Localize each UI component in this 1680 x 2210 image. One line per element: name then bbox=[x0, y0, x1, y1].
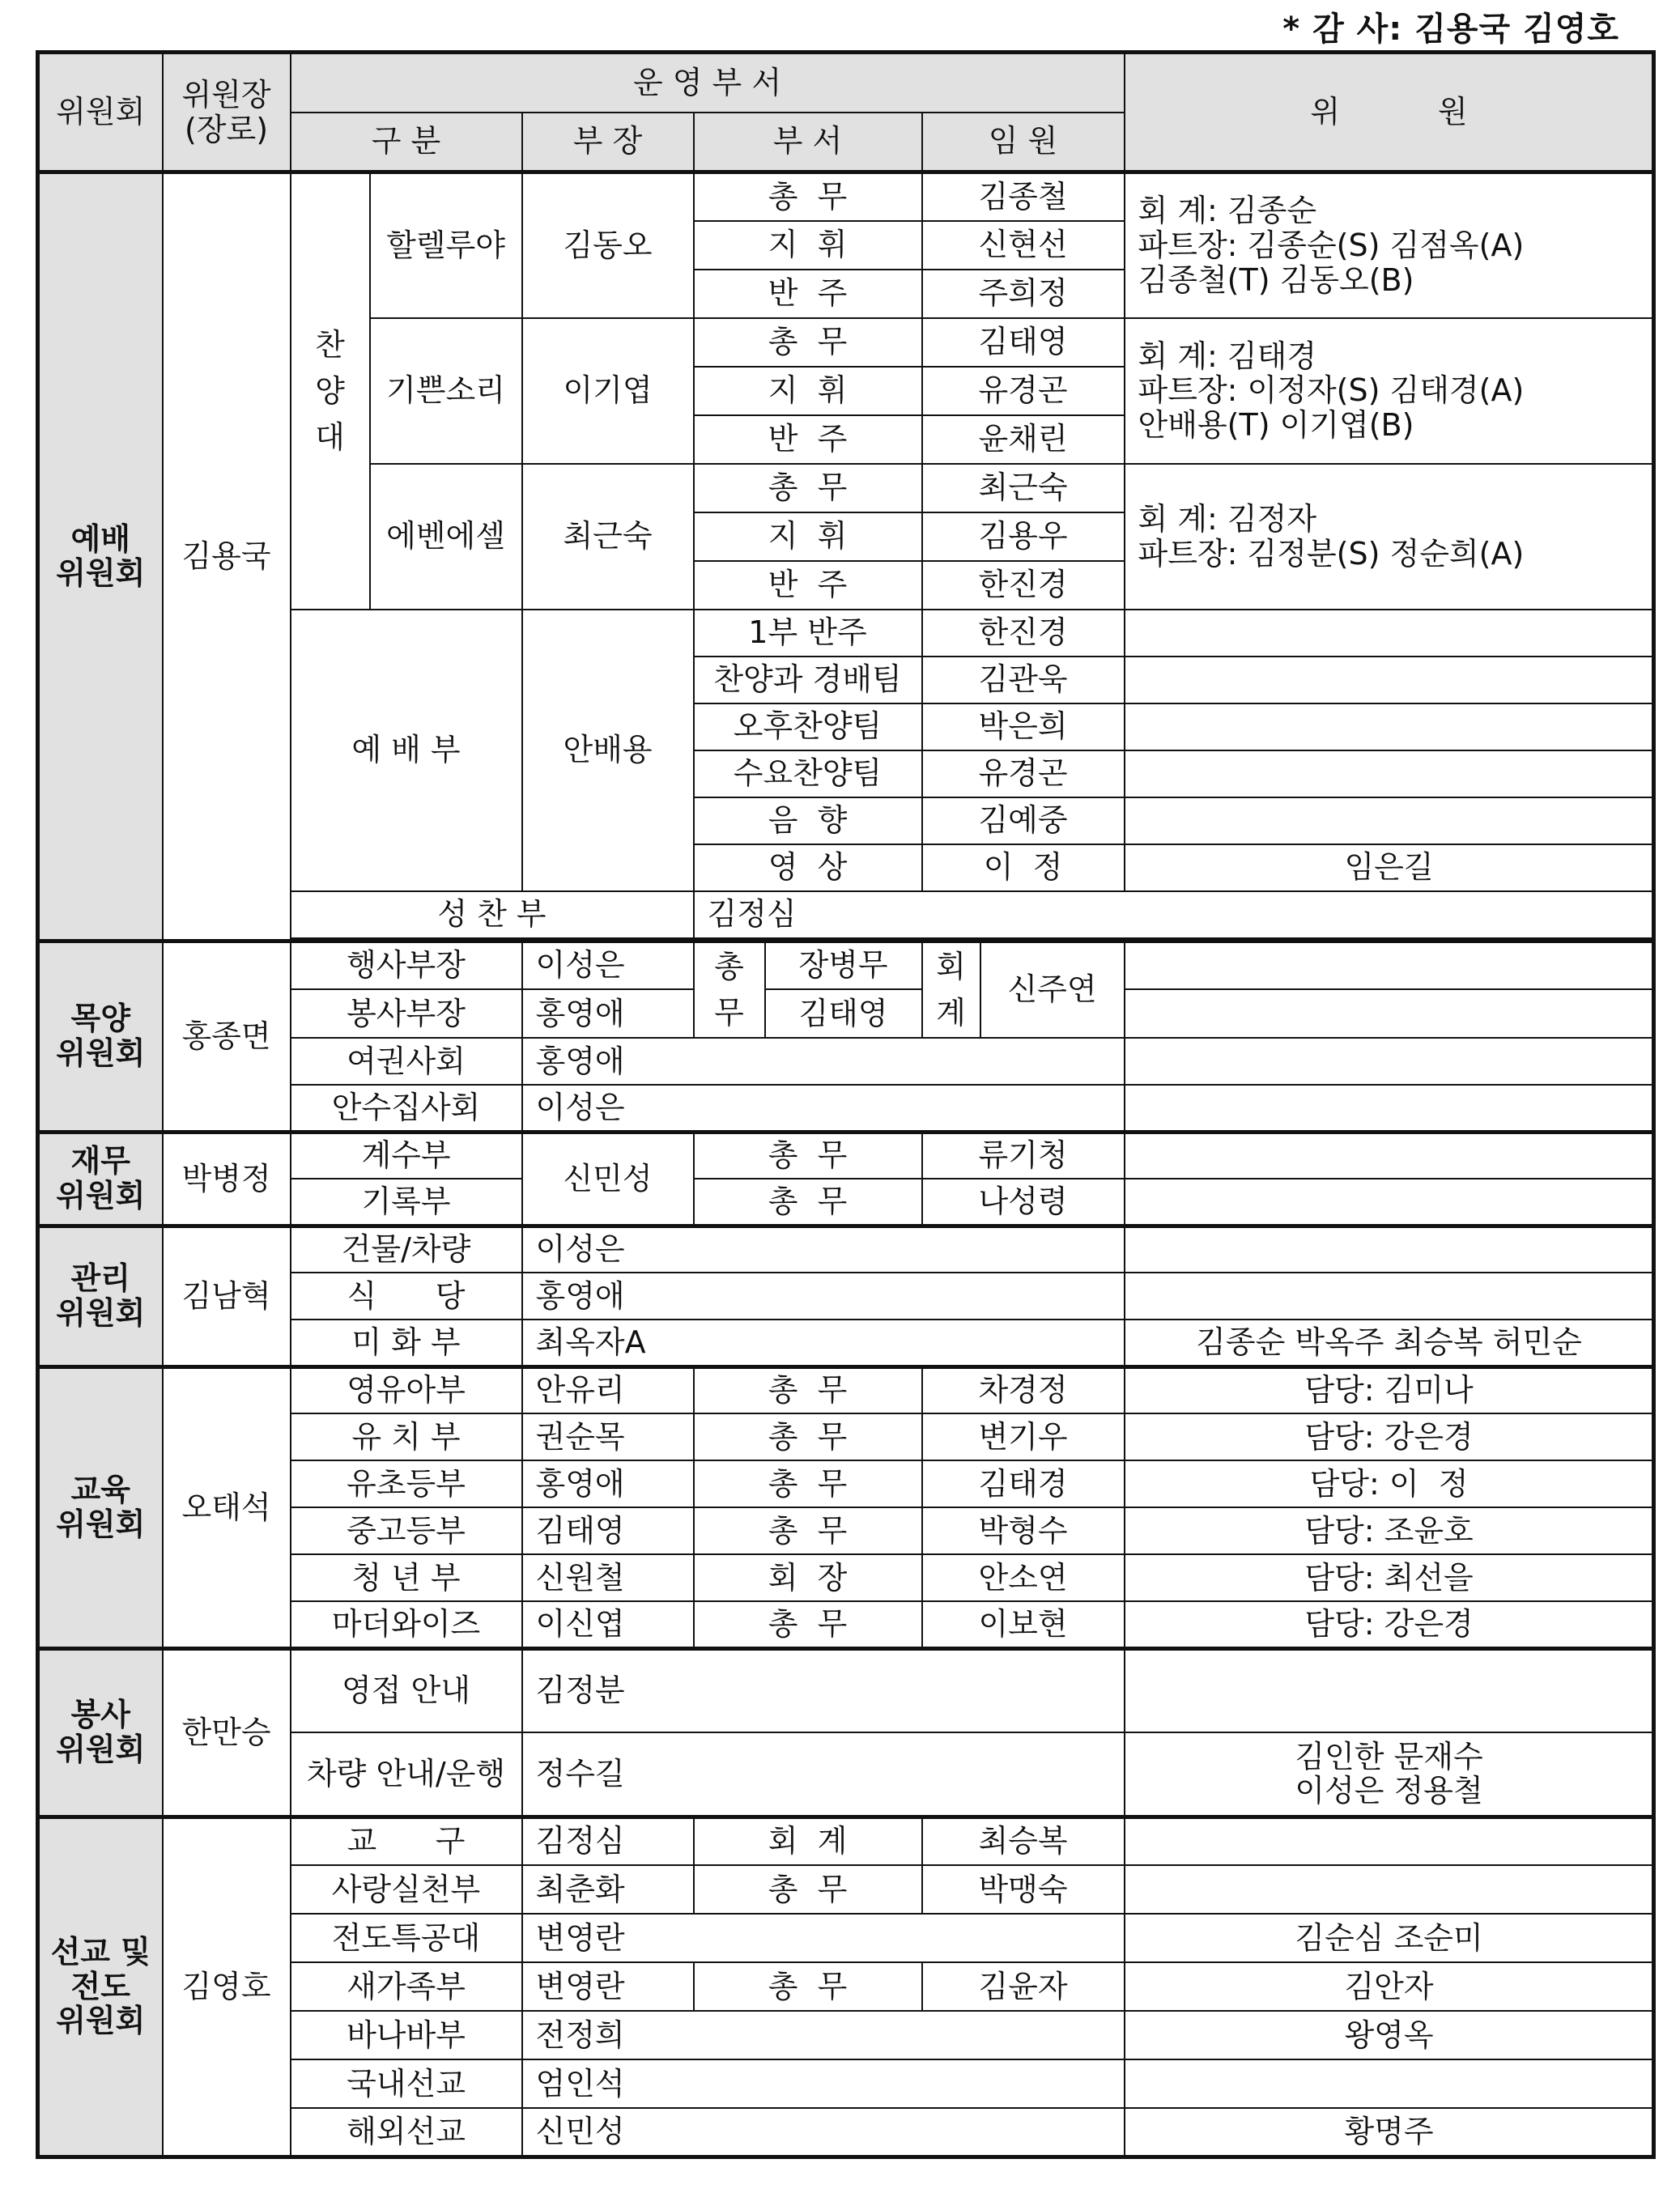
mission-division: 사랑실천부 bbox=[291, 1865, 522, 1914]
choir-role: 지 휘 bbox=[694, 512, 922, 561]
header-division: 구 분 bbox=[291, 113, 522, 172]
education-division: 마더와이즈 bbox=[291, 1601, 522, 1648]
pastoral-members bbox=[1125, 1085, 1654, 1132]
choir-head: 최근숙 bbox=[522, 464, 694, 610]
header-section: 부 서 bbox=[694, 113, 922, 172]
choir-role: 반 주 bbox=[694, 561, 922, 610]
mission-members: 황명주 bbox=[1125, 2108, 1654, 2157]
education-officer: 차경정 bbox=[922, 1366, 1125, 1413]
mission-members bbox=[1125, 2059, 1654, 2108]
mission-division: 해외선교 bbox=[291, 2108, 522, 2157]
header-chair: 위원장 (장로) bbox=[163, 53, 291, 172]
header-officer: 임 원 bbox=[922, 113, 1125, 172]
pastoral-members bbox=[1125, 989, 1654, 1038]
choir-name: 기쁜소리 bbox=[370, 318, 522, 464]
choir-role: 지 휘 bbox=[694, 367, 922, 415]
management-head: 홍영애 bbox=[522, 1273, 1125, 1320]
service-head: 김정분 bbox=[522, 1648, 1125, 1732]
worship-dept-section: 1부 반주 bbox=[694, 610, 922, 657]
finance-division: 계수부 bbox=[291, 1132, 522, 1179]
choir-officer: 김태영 bbox=[922, 318, 1125, 367]
worship-dept-members bbox=[1125, 610, 1654, 657]
worship-dept-officer: 김관욱 bbox=[922, 657, 1125, 703]
education-officer: 박형수 bbox=[922, 1507, 1125, 1554]
service-division: 차량 안내/운행 bbox=[291, 1732, 522, 1817]
choir-members: 회 계: 김종순 파트장: 김종순(S) 김점옥(A) 김종철(T) 김동오(B) bbox=[1125, 172, 1654, 318]
pastoral-treasurer-label: 회 계 bbox=[922, 941, 980, 1038]
header-operating-departments: 운 영 부 서 bbox=[291, 53, 1125, 113]
management-members bbox=[1125, 1226, 1654, 1273]
finance-officer: 류기청 bbox=[922, 1132, 1125, 1179]
management-members: 김종순 박옥주 최승복 허민순 bbox=[1125, 1320, 1654, 1366]
education-members: 담당: 최선을 bbox=[1125, 1554, 1654, 1601]
choir-role: 총 무 bbox=[694, 318, 922, 367]
mission-head: 변영란 bbox=[522, 1962, 694, 2011]
mission-head: 김정심 bbox=[522, 1817, 694, 1865]
choir-officer: 한진경 bbox=[922, 561, 1125, 610]
pastoral-division: 안수집사회 bbox=[291, 1085, 522, 1132]
management-chair: 김남혁 bbox=[163, 1226, 291, 1366]
education-chair: 오태석 bbox=[163, 1366, 291, 1648]
education-section: 총 무 bbox=[694, 1366, 922, 1413]
choir-officer: 윤채린 bbox=[922, 415, 1125, 464]
service-division: 영접 안내 bbox=[291, 1648, 522, 1732]
pastoral-members bbox=[1125, 941, 1654, 989]
service-members: 김인한 문재수 이성은 정용철 bbox=[1125, 1732, 1654, 1817]
service-committee-label: 봉사 위원회 bbox=[38, 1648, 163, 1817]
worship-dept-section: 영 상 bbox=[694, 844, 922, 891]
worship-dept-members bbox=[1125, 797, 1654, 844]
worship-dept-officer: 이 정 bbox=[922, 844, 1125, 891]
management-committee-label: 관리 위원회 bbox=[38, 1226, 163, 1366]
education-section: 회 장 bbox=[694, 1554, 922, 1601]
choir-head: 이기엽 bbox=[522, 318, 694, 464]
worship-dept-head: 안배용 bbox=[522, 610, 694, 891]
pastoral-division: 봉사부장 bbox=[291, 989, 522, 1038]
education-members: 담당: 김미나 bbox=[1125, 1366, 1654, 1413]
pastoral-treasurer-name: 신주연 bbox=[980, 941, 1125, 1038]
worship-dept-members bbox=[1125, 657, 1654, 703]
choir-officer: 유경곤 bbox=[922, 367, 1125, 415]
mission-head: 최춘화 bbox=[522, 1865, 694, 1914]
header-committee: 위원회 bbox=[38, 53, 163, 172]
finance-members bbox=[1125, 1132, 1654, 1179]
worship-dept-name: 예 배 부 bbox=[291, 610, 522, 891]
worship-dept-officer: 한진경 bbox=[922, 610, 1125, 657]
choir-officer: 주희정 bbox=[922, 270, 1125, 318]
service-head: 정수길 bbox=[522, 1732, 1125, 1817]
choir-officer: 김종철 bbox=[922, 172, 1125, 221]
education-section: 총 무 bbox=[694, 1460, 922, 1507]
finance-head: 신민성 bbox=[522, 1132, 694, 1226]
mission-committee-label: 선교 및 전도 위원회 bbox=[38, 1817, 163, 2157]
management-division: 건물/차량 bbox=[291, 1226, 522, 1273]
choir-name: 할렐루야 bbox=[370, 172, 522, 318]
education-members: 담당: 조윤호 bbox=[1125, 1507, 1654, 1554]
education-head: 이신엽 bbox=[522, 1601, 694, 1648]
choir-role: 반 주 bbox=[694, 270, 922, 318]
mission-head: 변영란 bbox=[522, 1914, 1125, 1962]
choir-role: 총 무 bbox=[694, 172, 922, 221]
mission-officer: 최승복 bbox=[922, 1817, 1125, 1865]
choir-name: 에벤에셀 bbox=[370, 464, 522, 610]
mission-section: 총 무 bbox=[694, 1865, 922, 1914]
education-section: 총 무 bbox=[694, 1601, 922, 1648]
finance-members bbox=[1125, 1179, 1654, 1226]
education-officer: 이보현 bbox=[922, 1601, 1125, 1648]
finance-committee-label: 재무 위원회 bbox=[38, 1132, 163, 1226]
service-members bbox=[1125, 1648, 1654, 1732]
pastoral-committee-label: 목양 위원회 bbox=[38, 941, 163, 1132]
mission-members: 왕영옥 bbox=[1125, 2011, 1654, 2059]
mission-members: 김안자 bbox=[1125, 1962, 1654, 2011]
education-division: 영유아부 bbox=[291, 1366, 522, 1413]
education-head: 홍영애 bbox=[522, 1460, 694, 1507]
worship-dept-members bbox=[1125, 750, 1654, 797]
choir-role: 총 무 bbox=[694, 464, 922, 512]
education-division: 유 치 부 bbox=[291, 1413, 522, 1460]
choir-officer: 김용우 bbox=[922, 512, 1125, 561]
mission-members bbox=[1125, 1817, 1654, 1865]
mission-members: 김순심 조순미 bbox=[1125, 1914, 1654, 1962]
mission-division: 바나바부 bbox=[291, 2011, 522, 2059]
worship-dept-section: 수요찬양팀 bbox=[694, 750, 922, 797]
mission-section: 회 계 bbox=[694, 1817, 922, 1865]
pastoral-members bbox=[1125, 1038, 1654, 1085]
finance-section: 총 무 bbox=[694, 1179, 922, 1226]
finance-division: 기록부 bbox=[291, 1179, 522, 1226]
education-members: 담당: 강은경 bbox=[1125, 1413, 1654, 1460]
education-members: 담당: 이 정 bbox=[1125, 1460, 1654, 1507]
education-committee-label: 교육 위원회 bbox=[38, 1366, 163, 1648]
finance-officer: 나성령 bbox=[922, 1179, 1125, 1226]
pastoral-head: 홍영애 bbox=[522, 989, 694, 1038]
education-division: 중고등부 bbox=[291, 1507, 522, 1554]
management-division: 식 당 bbox=[291, 1273, 522, 1320]
management-members bbox=[1125, 1273, 1654, 1320]
worship-dept-members bbox=[1125, 703, 1654, 750]
education-head: 안유리 bbox=[522, 1366, 694, 1413]
worship-committee-label: 예배 위원회 bbox=[38, 172, 163, 941]
mission-section: 총 무 bbox=[694, 1962, 922, 2011]
education-division: 유초등부 bbox=[291, 1460, 522, 1507]
mission-officer: 박맹숙 bbox=[922, 1865, 1125, 1914]
worship-chair: 김용국 bbox=[163, 172, 291, 941]
mission-division: 전도특공대 bbox=[291, 1914, 522, 1962]
education-officer: 변기우 bbox=[922, 1413, 1125, 1460]
choir-members: 회 계: 김정자 파트장: 김정분(S) 정순희(A) bbox=[1125, 464, 1654, 610]
mission-head: 엄인석 bbox=[522, 2059, 1125, 2108]
mission-chair: 김영호 bbox=[163, 1817, 291, 2157]
education-section: 총 무 bbox=[694, 1507, 922, 1554]
pastoral-chair: 홍종면 bbox=[163, 941, 291, 1132]
finance-chair: 박병정 bbox=[163, 1132, 291, 1226]
committee-organization-table bbox=[36, 50, 1656, 2159]
worship-dept-section: 오후찬양팀 bbox=[694, 703, 922, 750]
education-members: 담당: 강은경 bbox=[1125, 1601, 1654, 1648]
worship-dept-officer: 유경곤 bbox=[922, 750, 1125, 797]
management-head: 이성은 bbox=[522, 1226, 1125, 1273]
pastoral-division: 여권사회 bbox=[291, 1038, 522, 1085]
worship-dept-officer: 김예중 bbox=[922, 797, 1125, 844]
mission-division: 국내선교 bbox=[291, 2059, 522, 2108]
auditors-note: * 감 사: 김용국 김영호 bbox=[1282, 11, 1619, 48]
pastoral-division: 행사부장 bbox=[291, 941, 522, 989]
mission-members bbox=[1125, 1865, 1654, 1914]
education-section: 총 무 bbox=[694, 1413, 922, 1460]
choir-members: 회 계: 김태경 파트장: 이정자(S) 김태경(A) 안배용(T) 이기엽(B) bbox=[1125, 318, 1654, 464]
pastoral-gm-label: 총 무 bbox=[694, 941, 765, 1038]
sacrament-dept-head: 김정심 bbox=[694, 891, 1654, 938]
mission-officer: 김윤자 bbox=[922, 1962, 1125, 2011]
education-officer: 안소연 bbox=[922, 1554, 1125, 1601]
mission-head: 신민성 bbox=[522, 2108, 1125, 2157]
education-head: 김태영 bbox=[522, 1507, 694, 1554]
education-head: 신원철 bbox=[522, 1554, 694, 1601]
choir-label: 찬 양 대 bbox=[291, 172, 370, 610]
worship-dept-section: 음 향 bbox=[694, 797, 922, 844]
worship-dept-section: 찬양과 경배팀 bbox=[694, 657, 922, 703]
mission-division: 교 구 bbox=[291, 1817, 522, 1865]
finance-section: 총 무 bbox=[694, 1132, 922, 1179]
worship-dept-members: 임은길 bbox=[1125, 844, 1654, 891]
header-head: 부 장 bbox=[522, 113, 694, 172]
service-chair: 한만승 bbox=[163, 1648, 291, 1817]
education-division: 청 년 부 bbox=[291, 1554, 522, 1601]
choir-role: 반 주 bbox=[694, 415, 922, 464]
education-officer: 김태경 bbox=[922, 1460, 1125, 1507]
header-members: 위 원 bbox=[1125, 53, 1654, 172]
choir-officer: 최근숙 bbox=[922, 464, 1125, 512]
sacrament-dept-name: 성 찬 부 bbox=[291, 891, 694, 938]
management-division: 미 화 부 bbox=[291, 1320, 522, 1366]
pastoral-head: 홍영애 bbox=[522, 1038, 1125, 1085]
mission-head: 전정희 bbox=[522, 2011, 1125, 2059]
pastoral-head: 이성은 bbox=[522, 941, 694, 989]
management-head: 최옥자A bbox=[522, 1320, 1125, 1366]
mission-division: 새가족부 bbox=[291, 1962, 522, 2011]
worship-dept-officer: 박은희 bbox=[922, 703, 1125, 750]
choir-officer: 신현선 bbox=[922, 221, 1125, 270]
pastoral-head: 이성은 bbox=[522, 1085, 1125, 1132]
pastoral-gm-name: 장병무 bbox=[765, 941, 922, 989]
education-head: 권순목 bbox=[522, 1413, 694, 1460]
pastoral-gm-name: 김태영 bbox=[765, 989, 922, 1038]
choir-role: 지 휘 bbox=[694, 221, 922, 270]
choir-head: 김동오 bbox=[522, 172, 694, 318]
